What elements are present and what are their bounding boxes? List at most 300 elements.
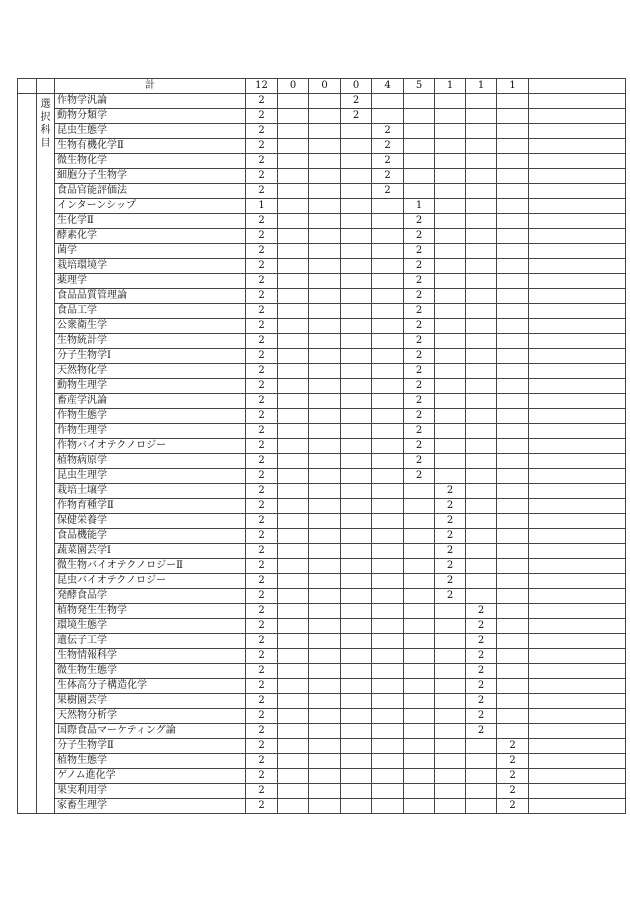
empty-cell <box>278 424 309 439</box>
empty-cell <box>309 739 341 754</box>
table-row <box>18 529 626 544</box>
course-name: 生物情報科学 <box>55 649 246 664</box>
table-row <box>18 544 626 559</box>
course-name: 微生物生態学 <box>55 664 246 679</box>
course-credits: 2 <box>246 799 278 814</box>
empty-cell <box>497 634 529 649</box>
empty-cell <box>278 544 309 559</box>
empty-cell <box>372 439 404 454</box>
semester-credit: 2 <box>404 379 435 394</box>
remarks-cell <box>529 589 626 604</box>
semester-credit: 2 <box>466 679 497 694</box>
course-name: 作物生理学 <box>55 424 246 439</box>
course-name: 家畜生理学 <box>55 799 246 814</box>
course-credits: 2 <box>246 259 278 274</box>
empty-cell <box>278 739 309 754</box>
semester-credit: 2 <box>372 139 404 154</box>
empty-cell <box>497 664 529 679</box>
empty-cell <box>341 724 372 739</box>
course-name: 分子生物学Ⅱ <box>55 739 246 754</box>
empty-cell <box>466 94 497 109</box>
course-name: 酵素化学 <box>55 229 246 244</box>
semester-credit: 2 <box>466 709 497 724</box>
empty-cell <box>309 709 341 724</box>
total-value: 12 <box>246 79 278 94</box>
semester-credit: 2 <box>404 289 435 304</box>
table-row <box>18 409 626 424</box>
semester-credit: 2 <box>466 649 497 664</box>
course-credits: 2 <box>246 214 278 229</box>
empty-cell <box>404 784 435 799</box>
empty-cell <box>466 214 497 229</box>
table-row <box>18 439 626 454</box>
course-credits: 2 <box>246 349 278 364</box>
empty-cell <box>372 304 404 319</box>
remarks-cell <box>529 574 626 589</box>
empty-cell <box>466 124 497 139</box>
empty-cell <box>497 499 529 514</box>
empty-cell <box>309 769 341 784</box>
empty-cell <box>435 424 466 439</box>
empty-cell <box>497 154 529 169</box>
empty-cell <box>466 544 497 559</box>
empty-cell <box>497 109 529 124</box>
course-name: 食品品質管理論 <box>55 289 246 304</box>
table-row <box>18 739 626 754</box>
table-row <box>18 769 626 784</box>
empty-cell <box>466 259 497 274</box>
empty-cell <box>278 724 309 739</box>
empty-cell <box>435 709 466 724</box>
empty-cell <box>278 559 309 574</box>
table-row <box>18 274 626 289</box>
empty-cell <box>278 439 309 454</box>
empty-cell <box>309 694 341 709</box>
empty-cell <box>372 424 404 439</box>
empty-cell <box>341 484 372 499</box>
empty-cell <box>278 514 309 529</box>
empty-cell <box>341 499 372 514</box>
course-name: 動物分類学 <box>55 109 246 124</box>
empty-cell <box>309 109 341 124</box>
empty-cell <box>404 109 435 124</box>
empty-cell <box>435 469 466 484</box>
table-row <box>18 289 626 304</box>
empty-cell <box>466 319 497 334</box>
empty-cell <box>466 499 497 514</box>
total-value: 5 <box>404 79 435 94</box>
empty-cell <box>497 334 529 349</box>
table-row <box>18 124 626 139</box>
semester-credit: 2 <box>497 754 529 769</box>
empty-cell <box>341 469 372 484</box>
course-credits: 2 <box>246 169 278 184</box>
empty-cell <box>435 124 466 139</box>
semester-credit: 2 <box>435 484 466 499</box>
empty-cell <box>372 634 404 649</box>
table-row <box>18 154 626 169</box>
semester-credit: 2 <box>435 589 466 604</box>
table-row <box>18 634 626 649</box>
category-label: 選択科目 <box>40 99 51 149</box>
empty-cell <box>497 724 529 739</box>
empty-cell <box>466 574 497 589</box>
empty-cell <box>404 499 435 514</box>
empty-cell <box>435 349 466 364</box>
remarks-cell <box>529 94 626 109</box>
empty-cell <box>404 754 435 769</box>
empty-cell <box>278 364 309 379</box>
empty-cell <box>341 739 372 754</box>
empty-cell <box>404 544 435 559</box>
empty-cell <box>309 484 341 499</box>
course-name: ゲノム進化学 <box>55 769 246 784</box>
empty-cell <box>309 274 341 289</box>
semester-credit: 2 <box>435 559 466 574</box>
empty-cell <box>341 304 372 319</box>
empty-cell <box>497 319 529 334</box>
course-name: 昆虫生態学 <box>55 124 246 139</box>
empty-cell <box>497 649 529 664</box>
empty-cell <box>435 379 466 394</box>
course-credits: 2 <box>246 244 278 259</box>
course-credits: 2 <box>246 439 278 454</box>
course-credits: 2 <box>246 754 278 769</box>
empty-cell <box>435 604 466 619</box>
table-row <box>18 589 626 604</box>
empty-cell <box>309 349 341 364</box>
empty-cell <box>435 724 466 739</box>
empty-cell <box>309 364 341 379</box>
empty-cell <box>404 169 435 184</box>
empty-cell <box>497 244 529 259</box>
empty-cell <box>404 184 435 199</box>
course-credits: 2 <box>246 394 278 409</box>
empty-cell <box>466 274 497 289</box>
empty-cell <box>372 514 404 529</box>
empty-cell <box>497 124 529 139</box>
semester-credit: 2 <box>404 409 435 424</box>
remarks-cell <box>529 349 626 364</box>
table-row <box>18 604 626 619</box>
table-row <box>18 499 626 514</box>
course-name: 昆虫生理学 <box>55 469 246 484</box>
table-row <box>18 664 626 679</box>
empty-cell <box>435 784 466 799</box>
course-credits: 2 <box>246 724 278 739</box>
course-name: 細胞分子生物学 <box>55 169 246 184</box>
table-row <box>18 679 626 694</box>
empty-cell <box>372 739 404 754</box>
table-row <box>18 334 626 349</box>
empty-cell <box>341 139 372 154</box>
empty-cell <box>466 559 497 574</box>
empty-cell <box>341 229 372 244</box>
empty-cell <box>278 214 309 229</box>
table-row <box>18 214 626 229</box>
empty-cell <box>309 289 341 304</box>
empty-cell <box>435 109 466 124</box>
empty-cell <box>309 199 341 214</box>
empty-cell <box>278 199 309 214</box>
empty-cell <box>466 334 497 349</box>
semester-credit: 2 <box>466 724 497 739</box>
empty-cell <box>466 424 497 439</box>
semester-credit: 2 <box>341 94 372 109</box>
course-credits: 2 <box>246 139 278 154</box>
empty-cell <box>435 199 466 214</box>
empty-cell <box>341 784 372 799</box>
table-row <box>18 229 626 244</box>
empty-cell <box>435 799 466 814</box>
remarks-cell <box>529 304 626 319</box>
course-name: 昆虫バイオテクノロジー <box>55 574 246 589</box>
table-row <box>18 319 626 334</box>
course-name: 植物生態学 <box>55 754 246 769</box>
empty-cell <box>341 169 372 184</box>
total-value: 0 <box>309 79 341 94</box>
remarks-cell <box>529 679 626 694</box>
empty-cell <box>309 529 341 544</box>
empty-cell <box>309 559 341 574</box>
course-credits: 2 <box>246 319 278 334</box>
empty-cell <box>372 199 404 214</box>
remarks-cell <box>529 484 626 499</box>
empty-cell <box>341 694 372 709</box>
course-credits: 2 <box>246 499 278 514</box>
empty-cell <box>341 184 372 199</box>
empty-cell <box>372 559 404 574</box>
table-row <box>18 799 626 814</box>
empty-cell <box>341 334 372 349</box>
empty-cell <box>497 484 529 499</box>
remarks-cell <box>529 739 626 754</box>
empty-cell <box>372 649 404 664</box>
empty-cell <box>278 109 309 124</box>
empty-cell <box>372 784 404 799</box>
empty-cell <box>372 724 404 739</box>
empty-cell <box>404 709 435 724</box>
empty-cell <box>497 169 529 184</box>
empty-cell <box>372 679 404 694</box>
empty-cell <box>435 409 466 424</box>
remarks-cell <box>529 289 626 304</box>
course-name: 植物発生生物学 <box>55 604 246 619</box>
empty-cell <box>341 424 372 439</box>
empty-cell <box>341 799 372 814</box>
empty-cell <box>372 604 404 619</box>
empty-cell <box>341 649 372 664</box>
remarks-cell <box>529 619 626 634</box>
empty-cell <box>497 469 529 484</box>
empty-cell <box>309 394 341 409</box>
empty-cell <box>435 169 466 184</box>
course-name: 果実利用学 <box>55 784 246 799</box>
empty-cell <box>404 679 435 694</box>
table-row <box>18 169 626 184</box>
course-name: 果樹園芸学 <box>55 694 246 709</box>
course-name: 分子生物学Ⅰ <box>55 349 246 364</box>
empty-cell <box>309 664 341 679</box>
empty-cell <box>497 439 529 454</box>
course-name: 天然物分析学 <box>55 709 246 724</box>
remarks-cell <box>529 109 626 124</box>
course-credits: 2 <box>246 124 278 139</box>
table-row <box>18 559 626 574</box>
empty-cell <box>497 619 529 634</box>
semester-credit: 2 <box>404 334 435 349</box>
empty-cell <box>278 94 309 109</box>
empty-cell <box>404 649 435 664</box>
semester-credit: 2 <box>404 304 435 319</box>
empty-cell <box>497 94 529 109</box>
empty-cell <box>404 589 435 604</box>
course-credits: 2 <box>246 559 278 574</box>
empty-cell <box>278 334 309 349</box>
empty-cell <box>466 454 497 469</box>
empty-cell <box>466 529 497 544</box>
empty-cell <box>466 739 497 754</box>
table-row <box>18 724 626 739</box>
course-credits: 2 <box>246 784 278 799</box>
table-row <box>18 619 626 634</box>
remarks-cell <box>529 634 626 649</box>
empty-cell <box>466 229 497 244</box>
empty-cell <box>278 394 309 409</box>
table-row <box>18 94 626 109</box>
table-row <box>18 709 626 724</box>
course-name: 発酵食品学 <box>55 589 246 604</box>
course-credits: 2 <box>246 484 278 499</box>
empty-cell <box>278 784 309 799</box>
empty-cell <box>372 694 404 709</box>
empty-cell <box>497 379 529 394</box>
empty-cell <box>341 379 372 394</box>
empty-cell <box>435 679 466 694</box>
course-credits: 2 <box>246 619 278 634</box>
total-row <box>18 79 626 94</box>
empty-cell <box>404 694 435 709</box>
remarks-cell <box>529 274 626 289</box>
empty-cell <box>404 724 435 739</box>
empty-cell <box>278 454 309 469</box>
empty-cell <box>309 679 341 694</box>
empty-cell <box>497 394 529 409</box>
table-row <box>18 139 626 154</box>
empty-cell <box>309 439 341 454</box>
empty-cell <box>435 274 466 289</box>
empty-cell <box>497 184 529 199</box>
remarks-cell <box>529 439 626 454</box>
table-row <box>18 394 626 409</box>
remarks-cell <box>529 409 626 424</box>
course-name: インターンシップ <box>55 199 246 214</box>
course-name: 蔬菜園芸学Ⅰ <box>55 544 246 559</box>
course-name: 食品機能学 <box>55 529 246 544</box>
course-credits: 2 <box>246 469 278 484</box>
empty-cell <box>372 574 404 589</box>
empty-cell <box>309 154 341 169</box>
empty-cell <box>497 424 529 439</box>
course-credits: 2 <box>246 694 278 709</box>
semester-credit: 2 <box>466 604 497 619</box>
semester-credit: 2 <box>466 664 497 679</box>
semester-credit: 2 <box>372 124 404 139</box>
empty-cell <box>309 799 341 814</box>
empty-cell <box>309 514 341 529</box>
course-name: 生物統計学 <box>55 334 246 349</box>
total-value: 1 <box>435 79 466 94</box>
course-name: 保健栄養学 <box>55 514 246 529</box>
course-credits: 2 <box>246 364 278 379</box>
empty-cell <box>466 769 497 784</box>
empty-cell <box>278 799 309 814</box>
empty-cell <box>435 634 466 649</box>
remarks-cell <box>529 559 626 574</box>
table-row <box>18 349 626 364</box>
remarks-cell <box>529 454 626 469</box>
empty-cell <box>309 244 341 259</box>
remarks-cell <box>529 754 626 769</box>
empty-cell <box>278 229 309 244</box>
semester-credit: 2 <box>497 784 529 799</box>
blank-cell <box>37 79 55 94</box>
empty-cell <box>341 634 372 649</box>
empty-cell <box>466 469 497 484</box>
empty-cell <box>404 529 435 544</box>
empty-cell <box>372 334 404 349</box>
semester-credit: 2 <box>404 214 435 229</box>
empty-cell <box>278 574 309 589</box>
course-credits: 2 <box>246 769 278 784</box>
course-credits: 2 <box>246 184 278 199</box>
empty-cell <box>372 364 404 379</box>
empty-cell <box>372 274 404 289</box>
empty-cell <box>466 154 497 169</box>
course-name: 動物生理学 <box>55 379 246 394</box>
empty-cell <box>435 229 466 244</box>
table-row <box>18 199 626 214</box>
remarks-cell <box>529 529 626 544</box>
empty-cell <box>278 604 309 619</box>
empty-cell <box>435 739 466 754</box>
empty-cell <box>466 514 497 529</box>
empty-cell <box>341 559 372 574</box>
course-credits: 1 <box>246 199 278 214</box>
semester-credit: 2 <box>435 499 466 514</box>
empty-cell <box>466 409 497 424</box>
empty-cell <box>341 319 372 334</box>
empty-cell <box>466 799 497 814</box>
empty-cell <box>341 244 372 259</box>
empty-cell <box>497 604 529 619</box>
course-name: 植物病原学 <box>55 454 246 469</box>
empty-cell <box>309 454 341 469</box>
empty-cell <box>435 454 466 469</box>
empty-cell <box>309 604 341 619</box>
empty-cell <box>341 214 372 229</box>
empty-cell <box>341 439 372 454</box>
remarks-cell <box>529 799 626 814</box>
empty-cell <box>404 799 435 814</box>
remarks-cell <box>529 334 626 349</box>
course-credits: 2 <box>246 679 278 694</box>
empty-cell <box>341 604 372 619</box>
empty-cell <box>466 379 497 394</box>
semester-credit: 2 <box>372 169 404 184</box>
semester-credit: 2 <box>404 244 435 259</box>
empty-cell <box>372 379 404 394</box>
